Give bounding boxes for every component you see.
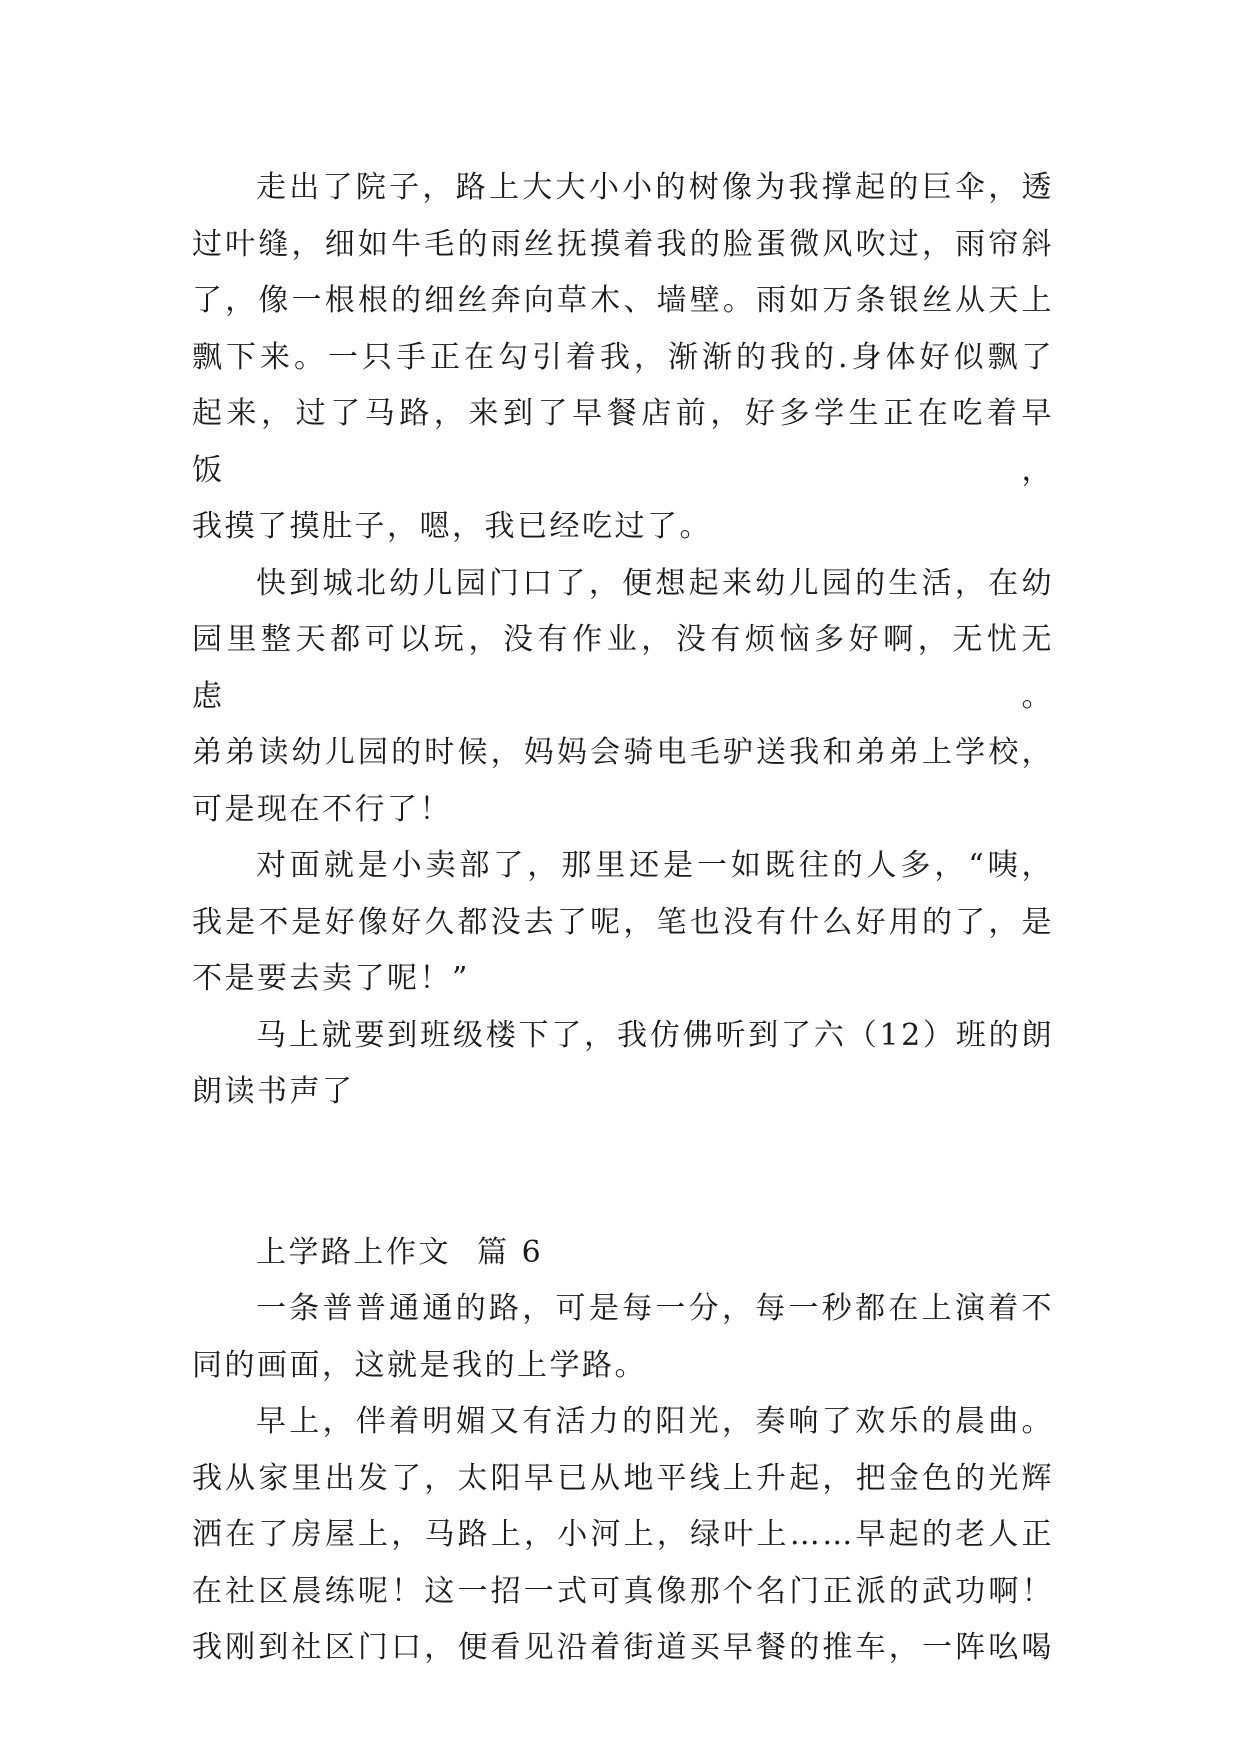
- text-line: 早上，伴着明媚又有活力的阳光，奏响了欢乐的晨曲。: [256, 1404, 1054, 1439]
- paragraph-3: [192, 838, 1054, 1008]
- text-line: 对面就是小卖部了，那里还是一如既往的人多，“咦，: [256, 848, 1054, 883]
- section-one: [192, 160, 1054, 1121]
- paragraph-2: [192, 556, 1054, 839]
- section-heading: [192, 1225, 1054, 1282]
- heading-title: 上学路上作文: [256, 1234, 451, 1270]
- text-line: 飘下来。一只手正在勾引着我，渐渐的我的.身体好似飘了: [192, 339, 1054, 375]
- text-line: 过叶缝，细如牛毛的雨丝抚摸着我的脸蛋微风吹过，雨帘斜: [192, 226, 1054, 262]
- paragraph-1: [192, 160, 1054, 556]
- paragraph-4: [192, 1008, 1054, 1121]
- text-line: 我刚到社区门口，便看见沿着街道买早餐的推车，一阵吆喝: [192, 1630, 1054, 1665]
- paragraph-5: [192, 1281, 1054, 1394]
- section-gap: [192, 1121, 1054, 1225]
- section-two: [192, 1225, 1054, 1677]
- text-line: 园里整天都可以玩，没有作业，没有烦恼多好啊，无忧无虑。: [192, 622, 1054, 714]
- text-line: 我从家里出发了，太阳早已从地平线上升起，把金色的光辉: [192, 1460, 1054, 1496]
- text-line: 洒在了房屋上，马路上，小河上，绿叶上……早起的老人正: [192, 1517, 1054, 1552]
- text-line: 在社区晨练呢！这一招一式可真像那个名门正派的武功啊！: [192, 1573, 1054, 1609]
- text-line: 同的画面，这就是我的上学路。: [192, 1347, 647, 1383]
- text-line: 走出了院子，路上大大小小的树像为我撑起的巨伞，透: [256, 170, 1054, 205]
- text-line: 了，像一根根的细丝奔向草木、墙壁。雨如万条银丝从天上: [192, 283, 1054, 318]
- text-line: 不是要去卖了呢！”: [192, 961, 470, 996]
- document-body: [192, 160, 1054, 1677]
- text-line: 快到城北幼儿园门口了，便想起来幼儿园的生活，在幼: [256, 565, 1054, 601]
- heading-label: 篇 6: [477, 1234, 544, 1270]
- text-line: 一条普普通通的路，可是每一分，每一秒都在上演着不: [256, 1291, 1054, 1326]
- text-line: 马上就要到班级楼下了，我仿佛听到了六（12）班的朗: [256, 1017, 1054, 1053]
- text-line: 弟弟读幼儿园的时候，妈妈会骑电毛驴送我和弟弟上学校，: [192, 735, 1054, 770]
- paragraph-6: [192, 1394, 1054, 1677]
- text-line: 朗读书声了: [192, 1074, 355, 1109]
- text-line: 我是不是好像好久都没去了呢，笔也没有什么好用的了，是: [192, 904, 1054, 940]
- text-line: 起来，过了马路，来到了早餐店前，好多学生正在吃着早饭，: [192, 396, 1054, 488]
- text-line: 可是现在不行了！: [192, 791, 452, 827]
- text-line: 我摸了摸肚子，嗯，我已经吃过了。: [192, 509, 712, 544]
